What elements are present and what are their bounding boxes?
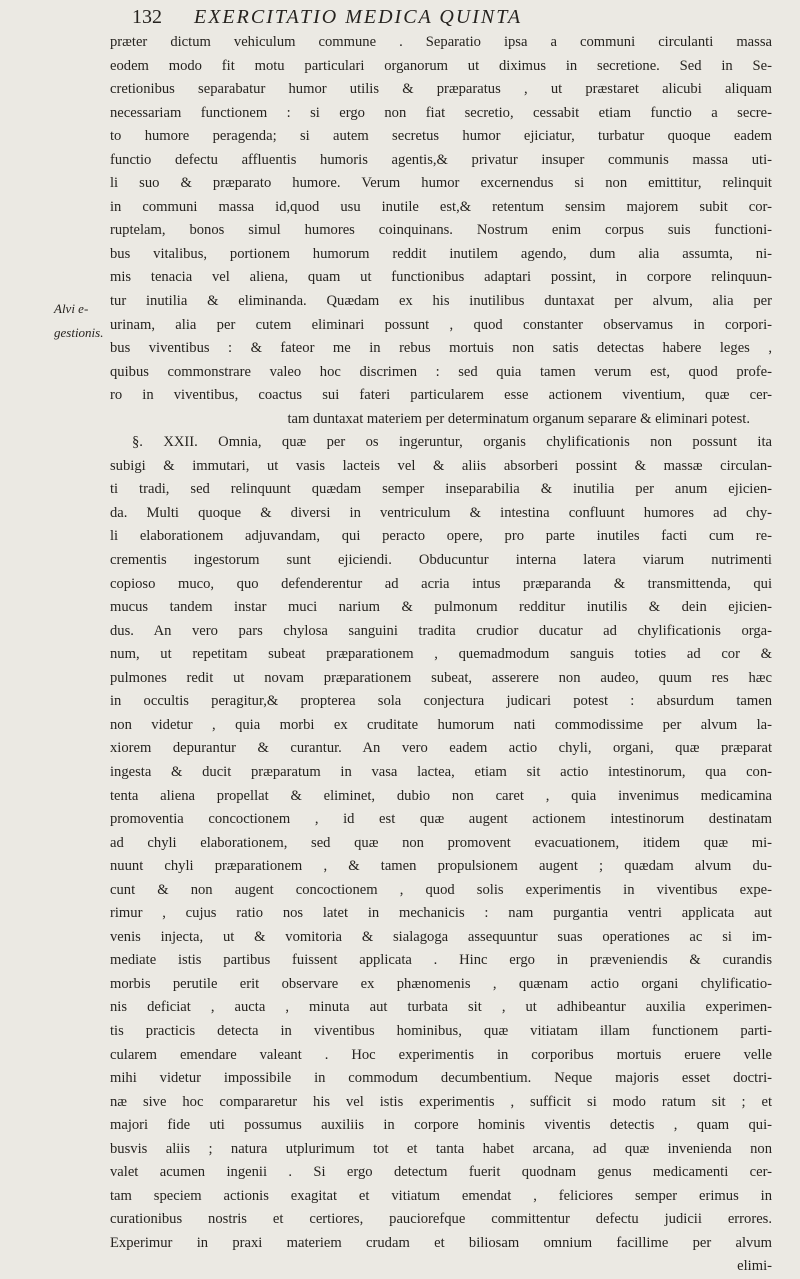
text-line: tur inutilia & eliminanda. Quædam ex his inutilibus duntaxat per alvum, alia per <box>110 293 772 310</box>
text-line: dus. An vero pars chylosa sanguini tradita crudior ducatur ad chylificationis orga- <box>110 622 772 639</box>
text-line: busvis aliis ; natura utplurimum tot et tanta habet arcana, ad quæ invenienda non <box>110 1140 772 1157</box>
text-line: crementis ingestorum sunt ejiciendi. Obducuntur interna latera viarum nutrimenti <box>110 552 772 569</box>
text-line: cularem emendare valeant . Hoc experimentis in corporibus mortuis eruere velle <box>110 1046 772 1063</box>
text-line: promoventia concoctionem , id est quæ augent actionem intestinorum destinatam <box>110 811 772 828</box>
margin-note-line: Alvi e- <box>54 301 89 316</box>
text-line: mediate istis partibus fuissent applicata . Hinc ergo in præveniendis & curandis <box>110 952 772 969</box>
text-line: tam duntaxat materiem per determinatum organum separare & eliminari potest. <box>287 410 750 427</box>
text-line: venis injecta, ut & vomitoria & sialagoga assequuntur suas operationes ac si im- <box>110 928 772 945</box>
text-line: cretionibus separabatur humor utilis & præparatus , ut præstaret alicubi aliquam <box>110 81 772 98</box>
text-line: non videtur , quia morbi ex cruditate humorum nati commodissime per alvum la- <box>110 716 772 733</box>
text-line: quibus commonstrare valeo hoc discrimen : sed quia tamen verum est, quod profe- <box>110 363 772 380</box>
text-line: mihi videtur impossibile in commodum decumbentium. Neque majoris esset doctri- <box>110 1070 772 1087</box>
text-line: num, ut repetitam subeat præparationem , quemadmodum sanguis toties ad cor & <box>110 646 772 663</box>
text-line: nis deficiat , aucta , minuta aut turbata sit , ut adhibeantur auxilia experimen- <box>110 999 772 1016</box>
text-line: cunt & non augent concoctionem , quod solis experimentis in viventibus expe- <box>110 881 772 898</box>
running-title: EXERCITATIO MEDICA QUINTA <box>194 6 523 28</box>
text-line: tenta aliena propellat & eliminet, dubio non caret , quia invenimus medicamina <box>110 787 772 804</box>
text-line: nuunt chyli præparationem , & tamen propulsionem augent ; quædam alvum du- <box>110 858 772 875</box>
text-line: curationibus nostris et certiores, pauciorefque committentur defectu judicii errores. <box>110 1211 772 1228</box>
text-line: pulmones redit ut novam præparationem subeat, asserere non audeo, quum res hæc <box>110 669 772 686</box>
text-line: ad chyli elaborationem, sed quæ non promovent evacuationem, itidem quæ mi- <box>110 834 772 851</box>
text-line: næ sive hoc compararetur his vel istis experimentis , sufficit si modo ratum sit ; et <box>110 1093 772 1110</box>
text-line: to humore peragenda; si autem secretus humor ejiciatur, turbatur quoque eadem <box>110 128 772 145</box>
text-line: in communi massa id,quod usu inutile est,& retentum sensim majorem subit cor- <box>110 198 772 215</box>
running-head <box>132 4 772 30</box>
text-line: urinam, alia per cutem eliminari possunt , quod constanter observamus in corpori- <box>110 316 772 333</box>
text-line: valet acumen ingenii . Si ergo detectum fuerit quodnam genus medicamenti cer- <box>110 1164 772 1181</box>
text-line: bus viventibus : & fateor me in rebus mortuis non satis detectas habere leges , <box>110 340 772 357</box>
text-line: da. Multi quoque & diversi in ventriculum & intestina confluunt humores ad chy- <box>110 504 772 521</box>
text-line: ruptelam, bonos simul humores coinquinans. Nostrum enim corpus suis functioni- <box>110 222 772 239</box>
text-line: li suo & præparato humore. Verum humor excernendus si non emittitur, relinquit <box>110 175 772 192</box>
text-line: majori fide uti possumus auxiliis in corpore hominis viventis detectis , quam qui- <box>110 1117 772 1134</box>
text-line: præter dictum vehiculum commune . Separatio ipsa a communi circulanti massa <box>110 34 772 50</box>
text-line: tam speciem actionis exagitat et vitiatum emendat , feliciores semper erimus in <box>110 1187 772 1204</box>
text-line: subigi & immutari, ut vasis lacteis vel & aliis absorberi possint & massæ circulan- <box>110 457 772 474</box>
margin-note <box>54 297 112 344</box>
text-line: copioso muco, quo defenderentur ad acria intus præparanda & transmittenda, qui <box>110 575 772 592</box>
text-line: li elaborationem adjuvandam, qui peracto opere, pro parte inutiles facti cum re- <box>110 528 772 545</box>
text-line: necessariam functionem : si ergo non fiat secretio, cessabit etiam functio a secre- <box>110 104 772 121</box>
text-line: ro in viventibus, coactus sui fateri particularem esse actionem viventium, quæ cer- <box>110 387 772 404</box>
text-line: mucus tandem instar muci narium & pulmonum redditur inutilis & dein ejicien- <box>110 599 772 616</box>
text-line: mis tenacia vel aliena, quam ut functionibus adaptari possint, in corpore relinquun- <box>110 269 772 286</box>
section-start-line: §. XXII. Omnia, quæ per os ingeruntur, organis chylificationis non possunt ita <box>132 434 772 451</box>
body-text <box>110 31 772 1279</box>
text-line: rimur , cujus ratio nos latet in mechanicis : nam purgantia ventri applicata aut <box>110 905 772 922</box>
text-line: bus vitalibus, portionem humorum reddit inutilem agendo, dum alia assumta, ni- <box>110 245 772 262</box>
catchword: elimi- <box>737 1258 772 1275</box>
text-line: morbis perutile erit observare ex phænomenis , quænam actio organi chylificatio- <box>110 975 772 992</box>
text-line: tis practicis detecta in viventibus hominibus, quæ vitiatam illam functionem parti- <box>110 1022 772 1039</box>
text-line: ti tradi, sed relinquunt quædam semper inseparabilia & inutilia per anum ejicien- <box>110 481 772 498</box>
margin-note-line: gestionis. <box>54 324 104 340</box>
text-line: functio defectu affluentis humoris agentis,& privatur insuper communis massa uti- <box>110 151 772 168</box>
text-line: ingesta & ducit præparatum in vasa lactea, etiam sit actio intestinorum, qua con- <box>110 763 772 780</box>
text-line: xiorem depurantur & curantur. An vero eadem actio chyli, organi, quæ præparat <box>110 740 772 757</box>
text-line: in occultis peragitur,& propterea sola conjectura judicari potest : absurdum tamen <box>110 693 772 710</box>
page-number: 132 <box>132 6 162 28</box>
text-line: eodem modo fit motu particulari organorum ut diximus in secretione. Sed in Se- <box>110 57 772 74</box>
text-line: Experimur in praxi materiem crudam et biliosam omnium facillime per alvum <box>110 1234 772 1251</box>
